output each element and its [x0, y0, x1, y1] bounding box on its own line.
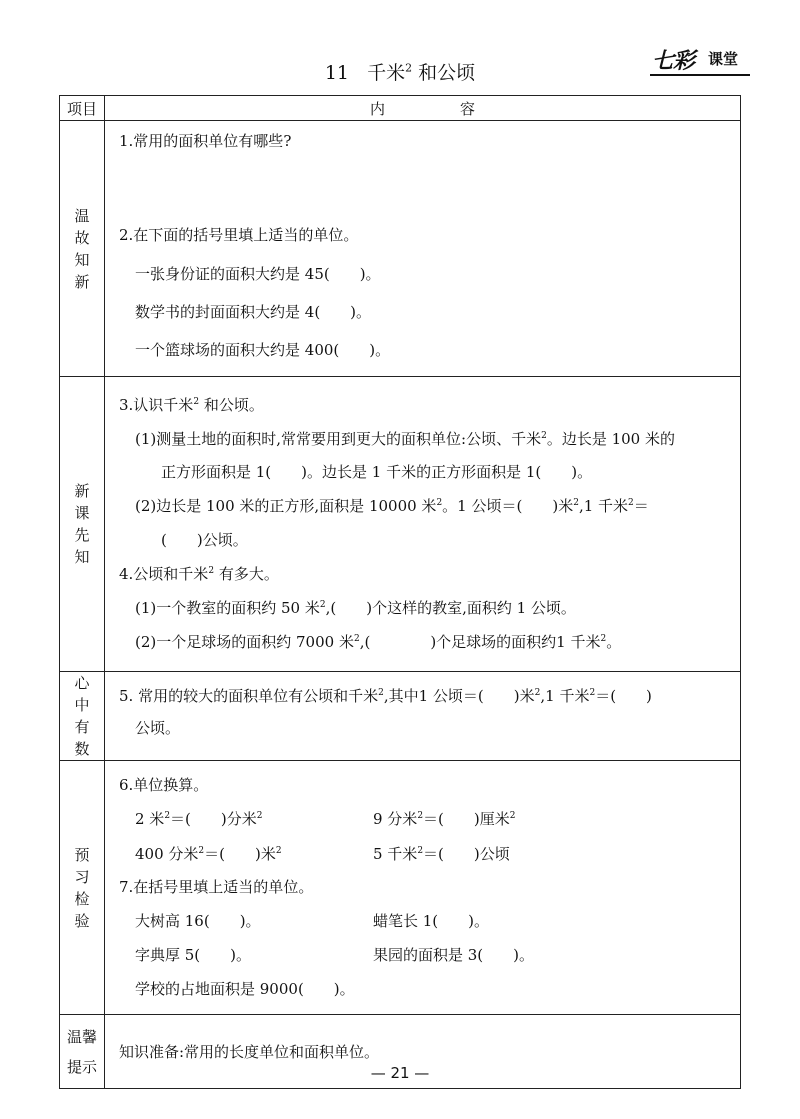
label-char: 故: [74, 228, 90, 247]
text: ,其中1 公顷＝( )米: [383, 687, 535, 705]
page-number: — 21 —: [370, 1064, 430, 1082]
header-col-item: 项目: [60, 96, 105, 121]
sup: 2: [589, 688, 596, 698]
lesson-number: 11: [324, 62, 349, 84]
question-2c: 一个篮球场的面积大约是 400( )。: [135, 341, 391, 359]
label-char: 有: [74, 718, 90, 736]
text: 4.公顷和千米: [119, 565, 209, 583]
text: ＝( )公顷: [423, 845, 510, 863]
text: ＝( )分米: [170, 810, 257, 828]
section-content-summary: [105, 672, 741, 761]
section-content-new-lesson: [105, 377, 741, 672]
text: 2 米: [135, 810, 165, 828]
title-sup: 2: [405, 61, 413, 75]
text: 9 分米: [373, 810, 418, 828]
section-label-new-lesson: [60, 377, 105, 672]
question-3: [119, 395, 264, 415]
text: 3.认识千米: [119, 396, 194, 414]
sup: 2: [193, 397, 200, 407]
tip-text: 知识准备:常用的长度单位和面积单位。: [119, 1043, 380, 1061]
question-6b: [373, 809, 516, 829]
label-char: 心: [74, 674, 90, 692]
sup: 2: [628, 498, 634, 508]
question-7: 7.在括号里填上适当的单位。: [119, 878, 314, 896]
text: (1)测量土地的面积时,常常要用到更大的面积单位:公顷、千米: [135, 430, 542, 448]
brand-logo: [650, 44, 750, 72]
sup: 2: [319, 600, 326, 610]
section-label-preview-check: [60, 761, 105, 1015]
text: 和公顷。: [199, 396, 264, 414]
text: 5 千米: [373, 845, 418, 863]
text: ,( )个足球场的面积约1 千米: [359, 633, 601, 651]
text: ,( )个这样的教室,面积约 1 公顷。: [325, 599, 576, 617]
sup: 2: [534, 688, 541, 698]
text: 。: [606, 633, 622, 651]
text: 。边长是 100 米的: [546, 430, 675, 448]
question-3-2b: ( )公顷。: [161, 531, 248, 549]
text: ,1 千米: [540, 687, 590, 705]
label-char: 先: [74, 526, 90, 544]
text: 有多大。: [214, 565, 279, 583]
text: (1)一个教室的面积约 50 米: [135, 599, 320, 617]
question-7e: 学校的占地面积是 9000( )。: [135, 980, 355, 998]
label-char: 预: [74, 845, 90, 864]
sup: 2: [417, 811, 424, 821]
question-2a: 一张身份证的面积大约是 45( )。: [135, 265, 381, 283]
question-4: [119, 564, 279, 584]
sup: 2: [436, 498, 443, 508]
sup: 2: [541, 431, 547, 441]
text: ＝: [633, 497, 649, 515]
label-char: 检: [74, 889, 90, 908]
label-char: 新: [74, 272, 90, 291]
label-char: 知: [74, 250, 90, 269]
text: (2)边长是 100 米的正方形,面积是 10000 米: [135, 497, 437, 515]
sup: 2: [256, 811, 263, 821]
question-6: 6.单位换算。: [119, 776, 209, 794]
logo-sub: 课堂: [708, 50, 739, 68]
sup: 2: [208, 566, 215, 576]
sup: 2: [198, 846, 205, 856]
label-line: 提示: [66, 1057, 97, 1076]
question-3-2a: [135, 496, 649, 516]
sup: 2: [378, 688, 384, 698]
worksheet-table: [59, 95, 741, 1089]
sup: 2: [417, 846, 424, 856]
label-char: 新: [74, 482, 90, 500]
text: ＝( ): [595, 687, 652, 705]
logo-mark: 七彩: [652, 49, 695, 74]
question-6c: [135, 844, 282, 864]
text: ＝( )米: [204, 845, 276, 863]
text: 5. 常用的较大的面积单位有公顷和千米: [119, 687, 379, 705]
label-line: 温馨: [66, 1027, 97, 1046]
sup: 2: [275, 846, 282, 856]
question-7b: 蜡笔长 1( )。: [373, 912, 490, 930]
text: ,1 千米: [578, 497, 629, 515]
question-5a: [119, 686, 652, 706]
label-char: 验: [74, 911, 90, 930]
sup: 2: [509, 811, 516, 821]
question-4-1: [135, 598, 576, 618]
question-4-2: [135, 632, 621, 652]
label-char: 温: [74, 206, 90, 225]
sup: 2: [353, 634, 360, 644]
text: ＝( )厘米: [423, 810, 510, 828]
label-char: 数: [74, 740, 90, 758]
section-label-summary: [60, 672, 105, 761]
header-col-content: 内 容: [105, 96, 741, 121]
question-5b: 公顷。: [135, 719, 181, 737]
question-1: 1.常用的面积单位有哪些?: [119, 132, 292, 150]
question-7a: 大树高 16( )。: [135, 912, 261, 930]
section-content-preview-check: [105, 761, 741, 1015]
section-label-review: [60, 121, 105, 377]
label-char: 中: [74, 696, 90, 714]
question-3-1b: 正方形面积是 1( )。边长是 1 千米的正方形面积是 1( )。: [161, 463, 593, 481]
logo-underline: [650, 74, 750, 76]
label-char: 习: [74, 867, 90, 886]
question-6d: [373, 844, 510, 864]
sup: 2: [600, 634, 607, 644]
title-text: 千米: [367, 62, 406, 84]
question-7c: 字典厚 5( )。: [135, 946, 252, 964]
question-6a: [135, 809, 263, 829]
sup: 2: [164, 811, 171, 821]
title-text-tail: 和公顷: [412, 62, 476, 84]
sup: 2: [573, 498, 579, 508]
question-2b: 数学书的封面面积大约是 4( )。: [135, 303, 372, 321]
section-content-review: [105, 121, 741, 377]
label-char: 课: [74, 504, 90, 522]
question-2: 2.在下面的括号里填上适当的单位。: [119, 226, 359, 244]
label-char: 知: [74, 548, 90, 566]
question-3-1a: [135, 429, 675, 449]
text: (2)一个足球场的面积约 7000 米: [135, 633, 354, 651]
text: 400 分米: [135, 845, 199, 863]
text: 。1 公顷＝( )米: [442, 497, 574, 515]
question-7d: 果园的面积是 3( )。: [373, 946, 535, 964]
